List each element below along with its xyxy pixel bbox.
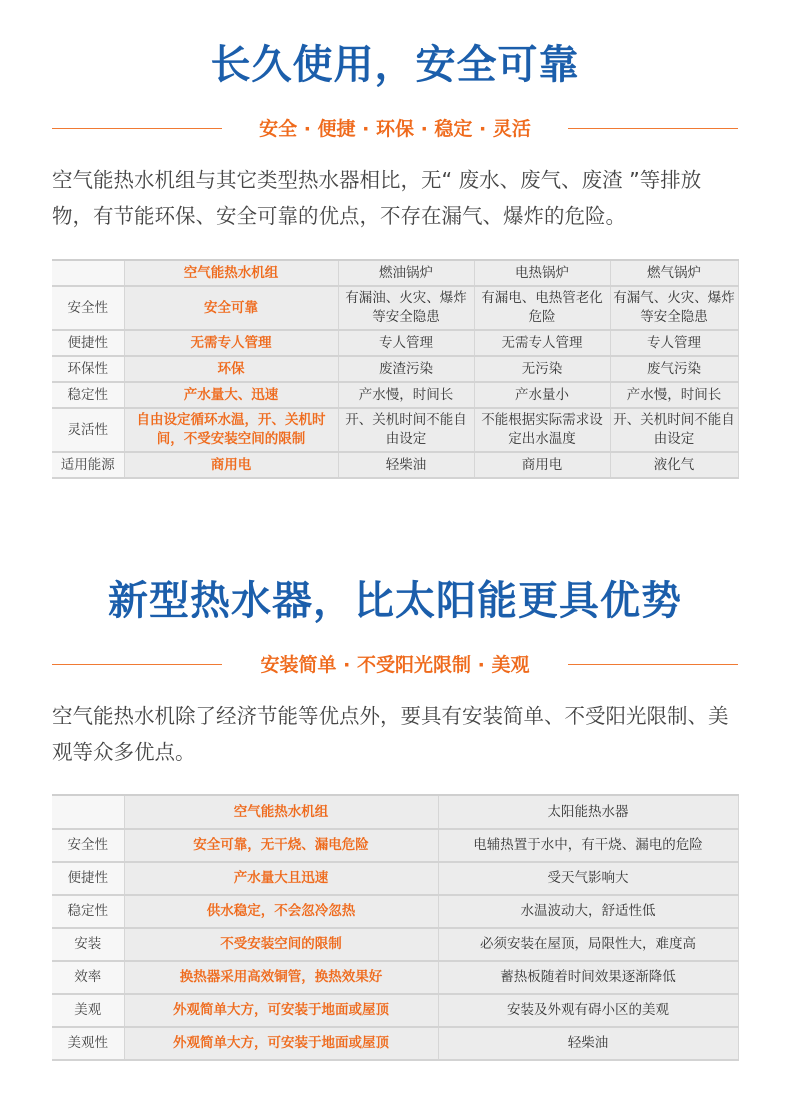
- table-row: [52, 961, 738, 994]
- table-cell: 产水慢，时间长: [610, 382, 738, 408]
- section2-paragraph: 空气能热水机除了经济节能等优点外，要具有安装简单、不受阳光限制、美观等众多优点。: [52, 704, 729, 764]
- table-row: [52, 452, 738, 478]
- table-cell: [52, 795, 124, 829]
- table-cell: 适用能源: [52, 452, 124, 478]
- table-cell: 水温波动大，舒适性低: [438, 895, 738, 928]
- table-cell: 废气污染: [610, 356, 738, 382]
- table-cell: 无污染: [474, 356, 610, 382]
- table-row: [52, 862, 738, 895]
- table-row: [52, 994, 738, 1027]
- section2-subtitle: 安装简单 · 不受阳光限制 · 美观: [260, 654, 530, 676]
- table-cell: 灵活性: [52, 408, 124, 452]
- table-cell: 安全可靠，无干烧、漏电危险: [124, 829, 438, 862]
- section1-subtitle: 安全 · 便捷 · 环保 · 稳定 · 灵活: [259, 118, 531, 140]
- comparison-table-boilers: [52, 259, 739, 479]
- table-cell: 美观性: [52, 1027, 124, 1060]
- table-cell: 太阳能热水器: [438, 795, 738, 829]
- table-cell: 废渣污染: [338, 356, 474, 382]
- table-row: [52, 286, 738, 330]
- table-cell: 安装: [52, 928, 124, 961]
- table-row: [52, 829, 738, 862]
- table-row: [52, 1027, 738, 1060]
- table-cell: 必须安装在屋顶，局限性大，难度高: [438, 928, 738, 961]
- table-cell: 环保性: [52, 356, 124, 382]
- table-cell: 产水量大、迅速: [124, 382, 338, 408]
- table-cell: 安全可靠: [124, 286, 338, 330]
- table-cell: 有漏电、电热管老化危险: [474, 286, 610, 330]
- table-cell: 效率: [52, 961, 124, 994]
- table-cell: 液化气: [610, 452, 738, 478]
- comparison-table-solar: [52, 794, 739, 1061]
- table-cell: 专人管理: [610, 330, 738, 356]
- table-cell: 有漏油、火灾、爆炸等安全隐患: [338, 286, 474, 330]
- table-cell: 换热器采用高效铜管，换热效果好: [124, 961, 438, 994]
- table-cell: 安全性: [52, 829, 124, 862]
- table-cell: 无需专人管理: [474, 330, 610, 356]
- section1-subtitle-row: [0, 114, 790, 144]
- table-cell: 稳定性: [52, 382, 124, 408]
- table-cell: 安全性: [52, 286, 124, 330]
- section1-paragraph: 空气能热水机组与其它类型热水器相比，无“ 废水、废气、废渣 ”等排放物，有节能环保、安全可靠的优点，不存在漏气、爆炸的危险。: [52, 168, 702, 228]
- section-safety: [0, 38, 790, 234]
- table-cell: 自由设定循环水温，开、关机时间，不受安装空间的限制: [124, 408, 338, 452]
- table-row: [52, 895, 738, 928]
- table-row: [52, 330, 738, 356]
- table-cell: 商用电: [124, 452, 338, 478]
- table-cell: 便捷性: [52, 862, 124, 895]
- table-cell: 安装及外观有碍小区的美观: [438, 994, 738, 1027]
- table-cell: 电辅热置于水中，有干烧、漏电的危险: [438, 829, 738, 862]
- table-header-row: [52, 260, 738, 286]
- table-cell: 产水量大且迅速: [124, 862, 438, 895]
- section2-title: 新型热水器，比太阳能更具优势: [108, 578, 682, 624]
- table-cell: 产水慢，时间长: [338, 382, 474, 408]
- table-cell: 产水量小: [474, 382, 610, 408]
- section1-title: 长久使用，安全可靠: [210, 42, 580, 88]
- table-header-row: [52, 795, 738, 829]
- table-cell: 供水稳定，不会忽冷忽热: [124, 895, 438, 928]
- table-cell: 受天气影响大: [438, 862, 738, 895]
- table-row: [52, 356, 738, 382]
- table-cell: 空气能热水机组: [124, 795, 438, 829]
- table-cell: 蓄热板随着时间效果逐渐降低: [438, 961, 738, 994]
- table-cell: 便捷性: [52, 330, 124, 356]
- table-cell: 轻柴油: [338, 452, 474, 478]
- table-cell: [52, 260, 124, 286]
- table-cell: 开、关机时间不能自由设定: [610, 408, 738, 452]
- table-cell: 有漏气、火灾、爆炸等安全隐患: [610, 286, 738, 330]
- table-cell: 空气能热水机组: [124, 260, 338, 286]
- table-row: [52, 408, 738, 452]
- table-cell: 环保: [124, 356, 338, 382]
- section2-subtitle-row: [0, 650, 790, 680]
- table-cell: 燃气锅炉: [610, 260, 738, 286]
- table-cell: 专人管理: [338, 330, 474, 356]
- table-cell: 无需专人管理: [124, 330, 338, 356]
- table-cell: 外观简单大方，可安装于地面或屋顶: [124, 994, 438, 1027]
- table-cell: 稳定性: [52, 895, 124, 928]
- table-cell: 外观简单大方，可安装于地面或屋顶: [124, 1027, 438, 1060]
- table-cell: 不能根据实际需求设定出水温度: [474, 408, 610, 452]
- table-cell: 开、关机时间不能自由设定: [338, 408, 474, 452]
- table-cell: 不受安装空间的限制: [124, 928, 438, 961]
- table-cell: 美观: [52, 994, 124, 1027]
- table-row: [52, 382, 738, 408]
- table-row: [52, 928, 738, 961]
- table-cell: 电热锅炉: [474, 260, 610, 286]
- table-cell: 燃油锅炉: [338, 260, 474, 286]
- section-advantages: [0, 574, 790, 770]
- table-cell: 商用电: [474, 452, 610, 478]
- table-cell: 轻柴油: [438, 1027, 738, 1060]
